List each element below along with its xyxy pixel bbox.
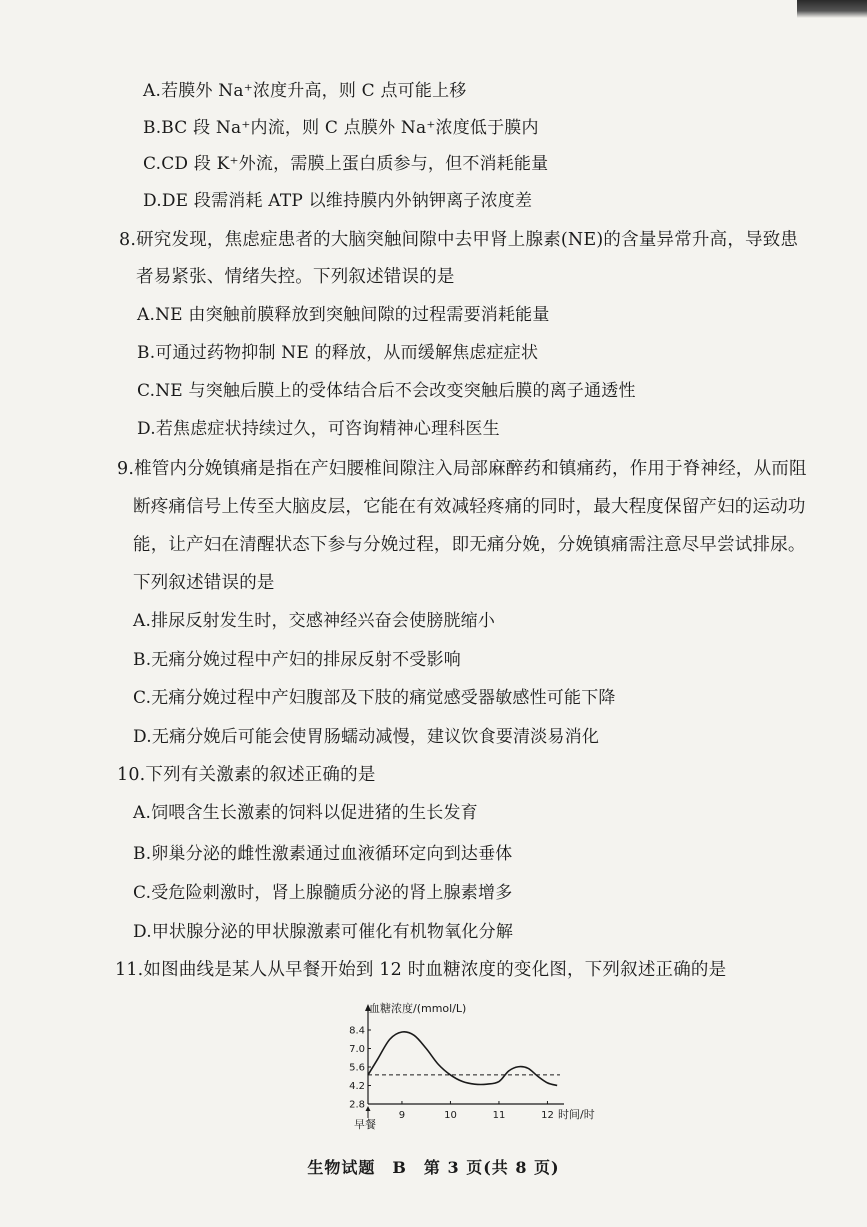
q9-option-b: B.无痛分娩过程中产妇的排尿反射不受影响 bbox=[133, 650, 461, 670]
q8-stem-2: 者易紧张、情绪失控。下列叙述错误的是 bbox=[136, 267, 455, 287]
chart-axes bbox=[365, 1004, 564, 1104]
q9-option-c: C.无痛分娩过程中产妇腹部及下肢的痛觉感受器敏感性可能下降 bbox=[133, 688, 616, 708]
q9-option-d: D.无痛分娩后可能会使胃肠蠕动减慢，建议饮食要清淡易消化 bbox=[133, 727, 600, 747]
q8-option-c: C.NE 与突触后膜上的受体结合后不会改变突触后膜的离子通透性 bbox=[137, 381, 636, 401]
scan-shadow bbox=[797, 0, 867, 18]
x-tick-label: 11 bbox=[492, 1110, 506, 1121]
breakfast-arrow-head bbox=[366, 1106, 371, 1111]
q9-stem-1: 9.椎管内分娩镇痛是指在产妇腰椎间隙注入局部麻醉药和镇痛药，作用于脊神经，从而阻 bbox=[117, 459, 807, 479]
q10-option-d: D.甲状腺分泌的甲状腺激素可催化有机物氧化分解 bbox=[133, 922, 514, 942]
q7-option-d: D.DE 段需消耗 ATP 以维持膜内外钠钾离子浓度差 bbox=[143, 191, 533, 211]
q8-option-a: A.NE 由突触前膜释放到突触间隙的过程需要消耗能量 bbox=[137, 305, 550, 325]
glucose-curve bbox=[368, 1032, 557, 1086]
y-tick-label: 4.2 bbox=[349, 1081, 365, 1092]
y-axis-label: 血糖浓度/(mmol/L) bbox=[369, 1002, 467, 1015]
breakfast-label: 早餐 bbox=[354, 1118, 376, 1130]
q9-stem-4: 下列叙述错误的是 bbox=[133, 573, 275, 593]
x-tick-label: 10 bbox=[444, 1110, 457, 1121]
q7-option-c: C.CD 段 K⁺外流，需膜上蛋白质参与，但不消耗能量 bbox=[143, 154, 549, 174]
q10-option-a: A.饲喂含生长激素的饲料以促进猪的生长发育 bbox=[133, 803, 478, 823]
x-tick-label: 9 bbox=[398, 1110, 406, 1121]
q11-stem: 11.如图曲线是某人从早餐开始到 12 时血糖浓度的变化图，下列叙述正确的是 bbox=[115, 960, 727, 980]
q10-option-b: B.卵巢分泌的雌性激素通过血液循环定向到达垂体 bbox=[133, 844, 513, 864]
q10-option-c: C.受危险刺激时，肾上腺髓质分泌的肾上腺素增多 bbox=[133, 883, 513, 903]
q9-stem-3: 能，让产妇在清醒状态下参与分娩过程，即无痛分娩，分娩镇痛需注意尽早尝试排尿。 bbox=[133, 535, 806, 555]
blood-glucose-chart bbox=[332, 1000, 622, 1130]
x-tick-label: 12 bbox=[541, 1110, 554, 1121]
q9-option-a: A.排尿反射发生时，交感神经兴奋会使膀胱缩小 bbox=[133, 611, 496, 631]
q8-stem-1: 8.研究发现，焦虑症患者的大脑突触间隙中去甲肾上腺素(NE)的含量异常升高，导致患 bbox=[119, 230, 799, 250]
y-tick-label: 7.0 bbox=[349, 1044, 365, 1055]
chart-ticks bbox=[349, 1026, 554, 1122]
y-tick-label: 8.4 bbox=[349, 1025, 365, 1037]
q7-option-b: B.BC 段 Na⁺内流，则 C 点膜外 Na⁺浓度低于膜内 bbox=[143, 118, 539, 138]
page-footer: 生物试题 B 第 3 页(共 8 页) bbox=[307, 1158, 560, 1177]
q7-option-a: A.若膜外 Na⁺浓度升高，则 C 点可能上移 bbox=[143, 81, 467, 101]
q10-stem: 10.下列有关激素的叙述正确的是 bbox=[117, 765, 376, 785]
chart-marks bbox=[366, 1032, 561, 1118]
q8-option-b: B.可通过药物抑制 NE 的释放，从而缓解焦虑症症状 bbox=[137, 343, 539, 363]
y-tick-label: 2.8 bbox=[349, 1099, 365, 1111]
q8-option-d: D.若焦虑症状持续过久，可咨询精神心理科医生 bbox=[137, 419, 500, 439]
x-axis-label: 时间/时 bbox=[558, 1108, 595, 1121]
y-tick-label: 5.6 bbox=[349, 1062, 365, 1074]
q9-stem-2: 断疼痛信号上传至大脑皮层，它能在有效减轻疼痛的同时，最大程度保留产妇的运动功 bbox=[133, 497, 806, 517]
